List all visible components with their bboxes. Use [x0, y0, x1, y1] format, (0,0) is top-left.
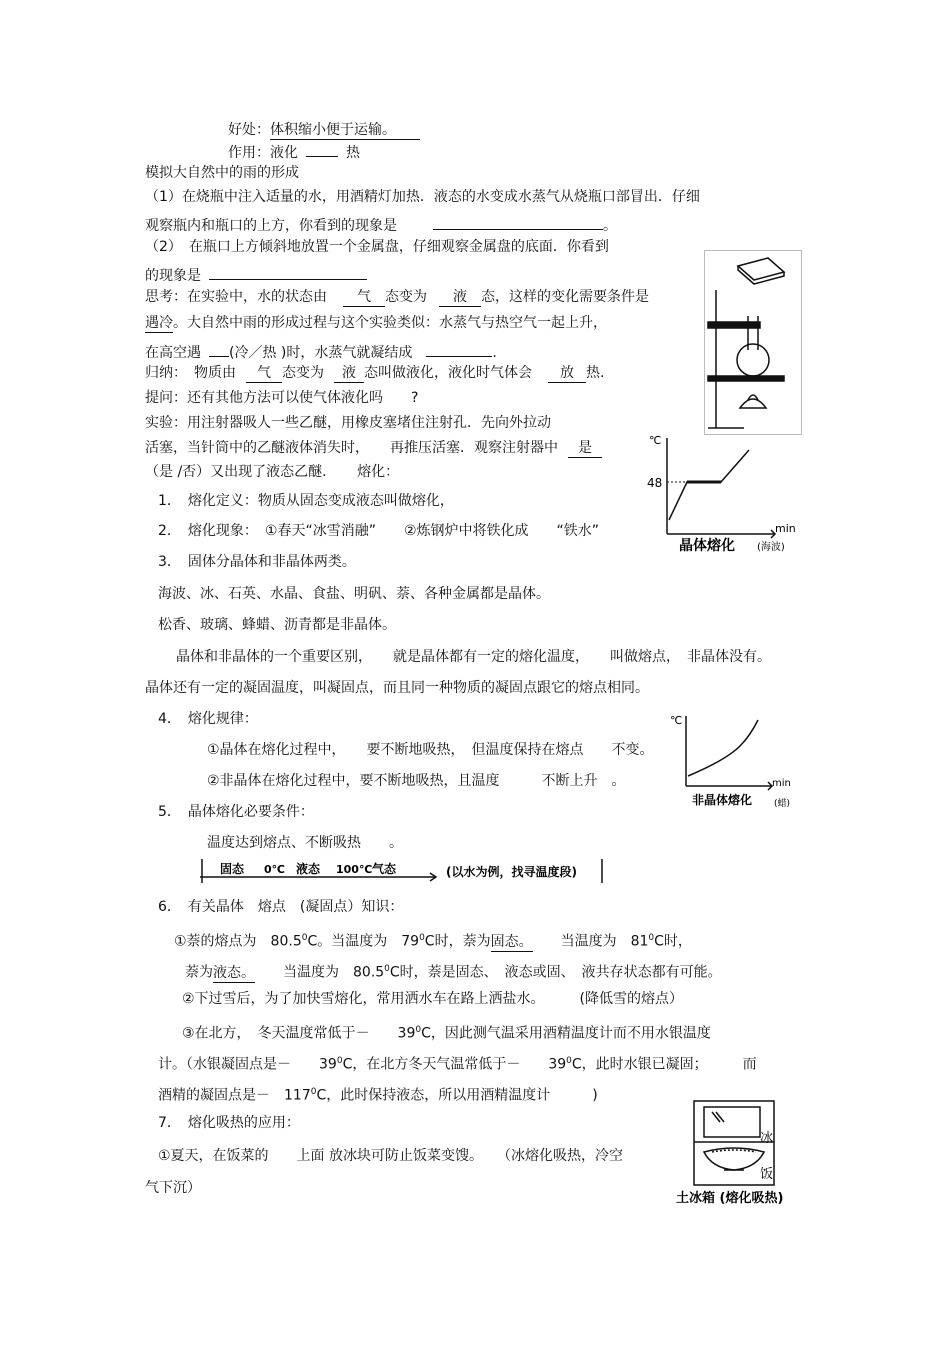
text-line: 模拟大自然中的雨的形成: [145, 165, 299, 181]
text-line: 松香、玻璃、蜂蜡、沥青都是非晶体。: [158, 617, 396, 633]
text-line: 观察瓶内和瓶口的上方，你看到的现象是 。: [145, 213, 617, 235]
text-line: ①萘的熔点为 80.5$^0$C。当温度为 $79^0C$时，萘为固态。 当温度为 $81^0C$时，: [174, 933, 692, 950]
text-line: 作用：液化 热: [228, 140, 360, 162]
text-line: 提问：还有其他方法可以使气体液化吗 ?: [145, 390, 419, 406]
text-line: 遇冷。大自然中雨的形成过程与这个实验类似：水蒸气与热空气一起上升，: [145, 315, 607, 331]
text-line: 思考：在实验中，水的状态由 气 态变为 液 态，这样的变化需要条件是: [145, 289, 649, 305]
text-line: 实验：用注射器吸人一些乙醚，用橡皮塞堵住注射孔．先向外拉动: [145, 415, 551, 431]
x-axis-label: min: [775, 522, 796, 535]
amorphous-melting-chart: [666, 708, 806, 812]
ice-label: 冰: [760, 1131, 774, 1146]
text-line: ②非晶体在熔化过程中，要不断地吸热，且温度 不断上升 。: [207, 773, 626, 789]
text-line: ①晶体在熔化过程中， 要不断地吸热， 但温度保持在熔点 不变。: [207, 742, 654, 758]
text-line: 的现象是: [145, 263, 367, 285]
text-line: （2） 在瓶口上方倾斜地放置一个金属盘，仔细观察金属盘的底面．你看到: [145, 239, 609, 255]
svg-text:100℃: 100℃: [336, 863, 373, 876]
melting-curve: [688, 720, 758, 776]
chart-note: (海波): [757, 542, 785, 553]
text-line: 活塞，当针筒中的乙醚液体消失时， 再推压活塞．观察注射器中 是: [145, 439, 602, 458]
text-line: 晶体还有一定的凝固温度，叫凝固点，而且同一种物质的凝固点跟它的熔点相同。: [145, 680, 649, 696]
text-line: 2． 熔化现象： ①春天“冰雪消融” ②炼钢炉中将铁化成 “铁水”: [158, 523, 600, 539]
melting-point-tick: 48: [647, 476, 663, 490]
svg-text:固态: 固态: [220, 862, 245, 876]
text-line: 在高空遇 (冷／热 )时，水蒸气就凝结成 .: [145, 340, 497, 362]
text-line: （是 /否）又出现了液态乙醚． 熔化：: [145, 464, 400, 480]
text-line: 4． 熔化规律：: [158, 711, 258, 727]
svg-text:液态: 液态: [296, 862, 321, 876]
text-line: 晶体和非晶体的一个重要区别， 就是晶体都有一定的熔化温度， 叫做熔点， 非晶体没有。: [176, 649, 771, 665]
text-line: 7． 熔化吸热的应用：: [158, 1115, 300, 1131]
text-line: 3． 固体分晶体和非晶体两类。: [158, 554, 356, 570]
earthen-fridge-figure: [674, 1098, 804, 1206]
apparatus-figure: [704, 250, 802, 435]
text-line: ③在北方， 冬天温度常低于－ $39^0C$，因此测气温采用酒精温度计而不用水银温度: [182, 1025, 711, 1042]
chart-caption: 晶体熔化: [679, 538, 735, 554]
svg-text:0℃: 0℃: [264, 863, 285, 876]
chart-caption: 非晶体熔化: [692, 793, 753, 807]
text-line: 酒精的凝固点是－ $117^0C$，此时保持液态，所以用酒精温度计 ): [158, 1087, 598, 1104]
text-line: 计。（水银凝固点是－ $39^0C$，在北方冬天气温常低于－ $39^0C$，此时水银已凝固； 而: [158, 1056, 757, 1073]
svg-text:气态: 气态: [372, 862, 397, 876]
crystal-melting-chart: [645, 428, 805, 556]
text-line: ②下过雪后，为了加快雪熔化，常用洒水车在路上洒盐水。 (降低雪的熔点）: [182, 991, 684, 1007]
chart-note: (蜡): [774, 799, 791, 809]
y-axis-label: ℃: [649, 434, 662, 447]
x-axis-label: min: [772, 778, 791, 789]
text-line: 海波、冰、石英、水晶、食盐、明矾、萘、各种金属都是晶体。: [158, 586, 550, 602]
figure-caption: 土冰箱 (熔化吸热): [676, 1191, 784, 1206]
text-line: （1）在烧瓶中注入适量的水，用酒精灯加热．液态的水变成水蒸气从烧瓶口部冒出．仔细: [145, 189, 700, 205]
rice-label: 饭: [760, 1167, 774, 1182]
text-line: 萘为液态。 当温度为 80.5$^0$C时，萘是固态、 液态或固、 液共存状态都有可能。: [185, 964, 722, 981]
text-line: 6． 有关晶体 熔点 (凝固点）知识：: [158, 899, 404, 915]
text-line: 温度达到熔点、不断吸热 。: [207, 835, 403, 851]
water-states-bar: [200, 857, 604, 885]
text-line: 归纳： 物质由 气 态变为 液 态叫做液化，液化时气体会 放 热.: [145, 365, 605, 381]
text-line: 气下沉）: [145, 1180, 201, 1196]
y-axis-label: ℃: [670, 714, 683, 727]
text-line: 1． 熔化定义：物质从固态变成液态叫做熔化，: [158, 493, 454, 509]
text-line: 好处：体积缩小便于运输。: [228, 121, 420, 140]
melting-curve: [669, 450, 749, 520]
svg-text:(以水为例，找寻温度段): (以水为例，找寻温度段): [446, 865, 577, 879]
text-line: ①夏天，在饭菜的 上面 放冰块可防止饭菜变馊。 （冰熔化吸热，冷空: [158, 1148, 623, 1164]
text-line: 5． 晶体熔化必要条件：: [158, 804, 314, 820]
